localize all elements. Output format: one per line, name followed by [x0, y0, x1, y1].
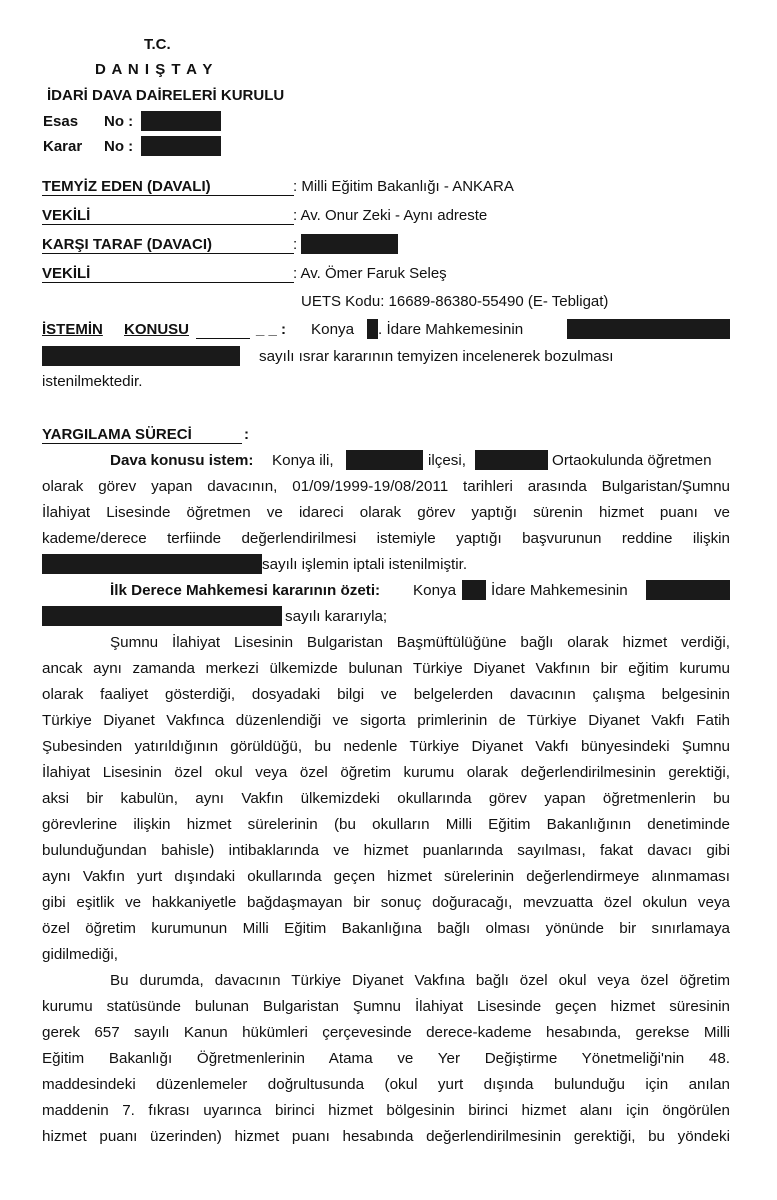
p4-line: maddenin 7. fıkrası uyarınca birinci hizmet bölgesinin birinci hizmet alanı için öngörülen — [42, 1102, 730, 1119]
p4-line: hizmet puanı üzerinden) hizmet puanı hesabında değerlendirilmesinin gerektiği, bu yöndeki — [42, 1128, 730, 1145]
p3-line: aksi bir kabulün, aynı Vakfın ülkemizdeki okullarında görev yapan öğretmenlerin bu — [42, 790, 730, 807]
istem-label-1: İSTEMİN — [42, 321, 103, 338]
istem-underline — [196, 338, 250, 339]
p3-line: Şumnu İlahiyat Lisesinin Bulgaristan Başmüftülüğüne bağlı olarak hizmet verdiği, — [110, 634, 730, 651]
p1-line3: İlahiyat Lisesinde öğretmen ve idareci olarak görev yaptığı sürenin hizmet puanı ve — [42, 504, 730, 521]
p3-line: Şubesinden yatırıldığının görüldüğü, bu nedenle Türkiye Diyanet Vakfı bünyesindeki Şumnu — [42, 738, 730, 755]
tc-header: T.C. — [144, 36, 171, 53]
istem-label-2: KONUSU — [124, 321, 190, 338]
p1-c: Ortaokulunda öğretmen — [552, 452, 712, 469]
p3-line: gidilmediği, — [42, 946, 118, 963]
p1-redaction-1 — [346, 450, 423, 470]
esas-no-label: No : — [104, 113, 134, 130]
karar-no-label: No : — [104, 138, 134, 155]
uets-code: UETS Kodu: 16689-86380-55490 (E- Tebligat) — [301, 293, 609, 310]
party-value-karsi-taraf: : — [293, 236, 298, 253]
party-underline — [42, 224, 294, 225]
esas-label: Esas — [43, 113, 79, 130]
p3-line: Türkiye Diyanet Vakfınca düzenlendiği ve sigorta primlerinin de Türkiye Diyanet Vakfı Fatih — [42, 712, 730, 729]
esas-redaction — [141, 111, 221, 131]
party-value-vekili-2: : Av. Ömer Faruk Seleş — [293, 265, 447, 282]
p4-line: Eğitim Bakanlığı Öğretmenlerinin Atama ve Yer Değiştirme Yönetmeliği'nin 48. — [42, 1050, 730, 1067]
board-name: İDARİ DAVA DAİRELERİ KURULU — [47, 87, 285, 104]
p4-line: kurumu statüsünde bulunan Bulgaristan Şumnu İlahiyat Lisesinde geçen hizmet süresinin — [42, 998, 730, 1015]
p3-line: olarak faaliyet gösterdiği, dosyadaki bilgi ve belgelerden davacının çalışma belgesinin — [42, 686, 730, 703]
p3-line: İlahiyat Lisesinin özel okul veya özel öğretim kurumu olarak değerlendirilmesinin gerektiği, — [42, 764, 730, 781]
court-name: D A N I Ş T A Y — [95, 61, 214, 78]
party-underline — [42, 195, 294, 196]
party-label-vekili-2: VEKİLİ — [42, 265, 91, 282]
p2-line2: sayılı kararıyla; — [285, 608, 388, 625]
p2-bold: İlk Derece Mahkemesi kararının özeti: — [110, 582, 381, 599]
p3-line: özel öğretim kurumunun Milli Eğitim Bakanlığına bağlı olması yönünde bir sınırlamaya — [42, 920, 730, 937]
p1-line5: sayılı işlemin iptali istenilmiştir. — [262, 556, 468, 573]
istem-redaction-3 — [42, 346, 240, 366]
p3-line: gibi eşitlik ve hakkaniyetle bağdaşmayan bir sonuç doğuracağı, mevzuatta özel okulun veya — [42, 894, 730, 911]
karar-label: Karar — [43, 138, 83, 155]
p1-redaction-3 — [42, 554, 262, 574]
p3-line: ancak aynı zamanda merkezi ülkemizde bulunan Türkiye Diyanet Vakfının bir eğitim kurumu — [42, 660, 730, 677]
party-label-karsi-taraf: KARŞI TARAF (DAVACI) — [42, 236, 212, 253]
yargilama-underline — [42, 443, 242, 444]
istem-redaction-2 — [567, 319, 730, 339]
istem-line1-a: Konya — [311, 321, 355, 338]
p1-b: ilçesi, — [428, 452, 466, 469]
party-underline — [42, 253, 294, 254]
p4-line: Bu durumda, davacının Türkiye Diyanet Vakfına bağlı özel okul veya özel öğretim — [110, 972, 730, 989]
yargilama-heading-colon: : — [244, 426, 249, 443]
p3-line: bulunduğundan bahisle) intibaklarında ve hizmet puanlarında sayılması, fakat davacı gibi — [42, 842, 730, 859]
davaci-redaction — [301, 234, 398, 254]
party-label-temyiz: TEMYİZ EDEN (DAVALI) — [42, 178, 211, 195]
party-label-vekili-1: VEKİLİ — [42, 207, 91, 224]
p1-redaction-2 — [475, 450, 548, 470]
party-value-temyiz: : Milli Eğitim Bakanlığı - ANKARA — [293, 178, 514, 195]
p4-line: gerek 657 sayılı Kanun hükümleri çerçevesinde derece-kademe hesabında, gerekse Milli — [42, 1024, 730, 1041]
p2-redaction-3 — [42, 606, 282, 626]
p1-line4: kademe/derece terfiinde değerlendirilmesi istemiyle yaptığı başvurunun reddine ilişkin — [42, 530, 730, 547]
party-underline — [42, 282, 294, 283]
p1-bold: Dava konusu istem: — [110, 452, 254, 469]
p3-line: aynı Vakfın yurt dışındaki okullarında geçen hizmet sürelerinin değerlendirmeye alınmaması — [42, 868, 730, 885]
p4-line: maddesindeki düzenlemeler doğrultusunda (okul yurt dışında bulunduğu için anılan — [42, 1076, 730, 1093]
p1-line2: olarak görev yapan davacının, 01/09/1999-19/08/2011 tarihleri arasında Bulgaristan/Şumnu — [42, 478, 730, 495]
p3-line: görevlerine ilişkin hizmet sürelerinin (bu okulların Milli Eğitim Bakanlığının denetiminde — [42, 816, 730, 833]
party-value-vekili-1: : Av. Onur Zeki - Aynı adreste — [293, 207, 488, 224]
istem-line1-b: . İdare Mahkemesinin — [378, 321, 524, 338]
p2-redaction-2 — [646, 580, 730, 600]
istem-dashes: _ _ : — [256, 321, 287, 338]
istem-line3: istenilmektedir. — [42, 373, 143, 390]
karar-redaction — [141, 136, 221, 156]
p2-a: Konya — [413, 582, 457, 599]
yargilama-heading: YARGILAMA SÜRECİ — [42, 426, 192, 443]
p2-redaction-1 — [462, 580, 486, 600]
p1-a: Konya ili, — [272, 452, 334, 469]
p2-b: İdare Mahkemesinin — [491, 582, 628, 599]
istem-line2: sayılı ısrar kararının temyizen incelenerek bozulması — [259, 348, 614, 365]
istem-redaction-1 — [367, 319, 378, 339]
